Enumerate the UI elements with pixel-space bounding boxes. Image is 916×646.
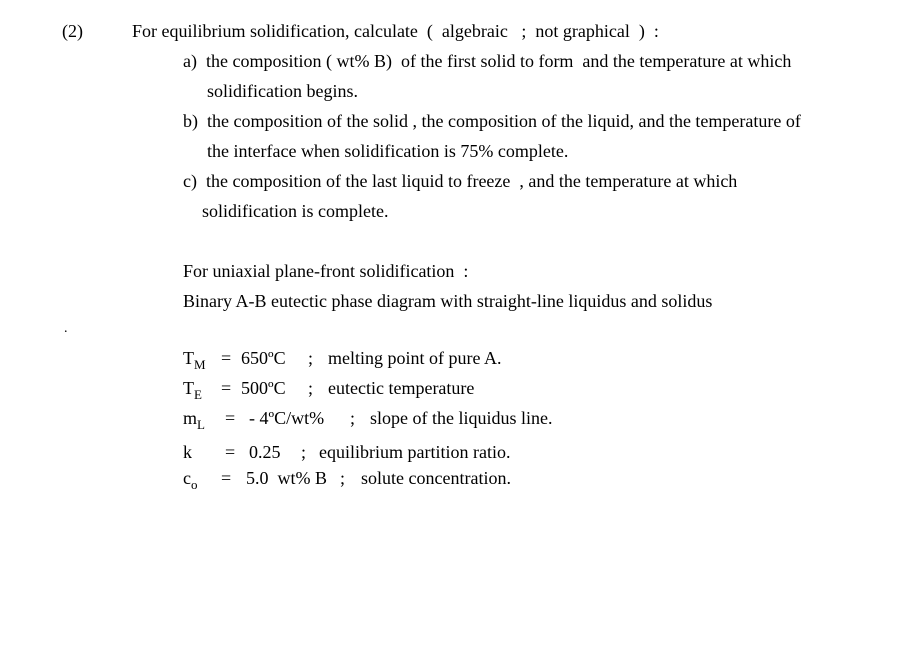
problem-number: (2) bbox=[62, 21, 83, 41]
stray-mark: . bbox=[64, 321, 68, 336]
parameter-value: - 4ºC/wt% bbox=[249, 408, 325, 428]
parameter-description: eutectic temperature bbox=[328, 378, 475, 398]
parameter-description: solute concentration. bbox=[361, 468, 511, 488]
parameter-value: 5.0 wt% B bbox=[246, 468, 327, 488]
parameter-value: 650ºC bbox=[241, 348, 286, 368]
context-line-2: Binary A-B eutectic phase diagram with straight-line liquidus and solidus bbox=[183, 291, 713, 311]
parameter-equals: = bbox=[225, 442, 236, 462]
parameter-symbol: k bbox=[183, 442, 192, 462]
part-b-line-1: b) the composition of the solid , the composition of the liquid, and the temperature of bbox=[183, 111, 801, 131]
parameter-equals: = bbox=[221, 378, 232, 398]
part-a-line-1: a) the composition ( wt% B) of the first solid to form and the temperature at which bbox=[183, 51, 792, 71]
parameter-description: equilibrium partition ratio. bbox=[319, 442, 511, 462]
part-a-line-2: solidification begins. bbox=[207, 81, 358, 101]
part-b-line-2: the interface when solidification is 75% complete. bbox=[207, 141, 569, 161]
part-c-line-1: c) the composition of the last liquid to freeze , and the temperature at which bbox=[183, 171, 738, 191]
parameter-separator: ; bbox=[340, 468, 346, 488]
context-line-1: For uniaxial plane-front solidification : bbox=[183, 261, 469, 281]
parameter-value: 500ºC bbox=[241, 378, 286, 398]
parameter-description: melting point of pure A. bbox=[328, 348, 502, 368]
parameter-equals: = bbox=[221, 348, 232, 368]
parameter-symbol: $T_E$ bbox=[183, 378, 202, 402]
parameter-equals: = bbox=[225, 408, 236, 428]
part-c-line-2: solidification is complete. bbox=[202, 201, 389, 221]
parameter-separator: ; bbox=[308, 378, 314, 398]
parameter-symbol: $c_o$ bbox=[183, 468, 198, 492]
parameter-equals: = bbox=[221, 468, 232, 488]
parameter-separator: ; bbox=[350, 408, 356, 428]
problem-intro: For equilibrium solidification, calculate ( algebraic ; not graphical ) : bbox=[132, 21, 659, 41]
parameter-description: slope of the liquidus line. bbox=[370, 408, 553, 428]
parameter-symbol: $T_M$ bbox=[183, 348, 206, 372]
parameter-separator: ; bbox=[301, 442, 307, 462]
parameter-value: 0.25 bbox=[249, 442, 281, 462]
parameter-separator: ; bbox=[308, 348, 314, 368]
parameter-symbol: $m_L$ bbox=[183, 408, 205, 432]
